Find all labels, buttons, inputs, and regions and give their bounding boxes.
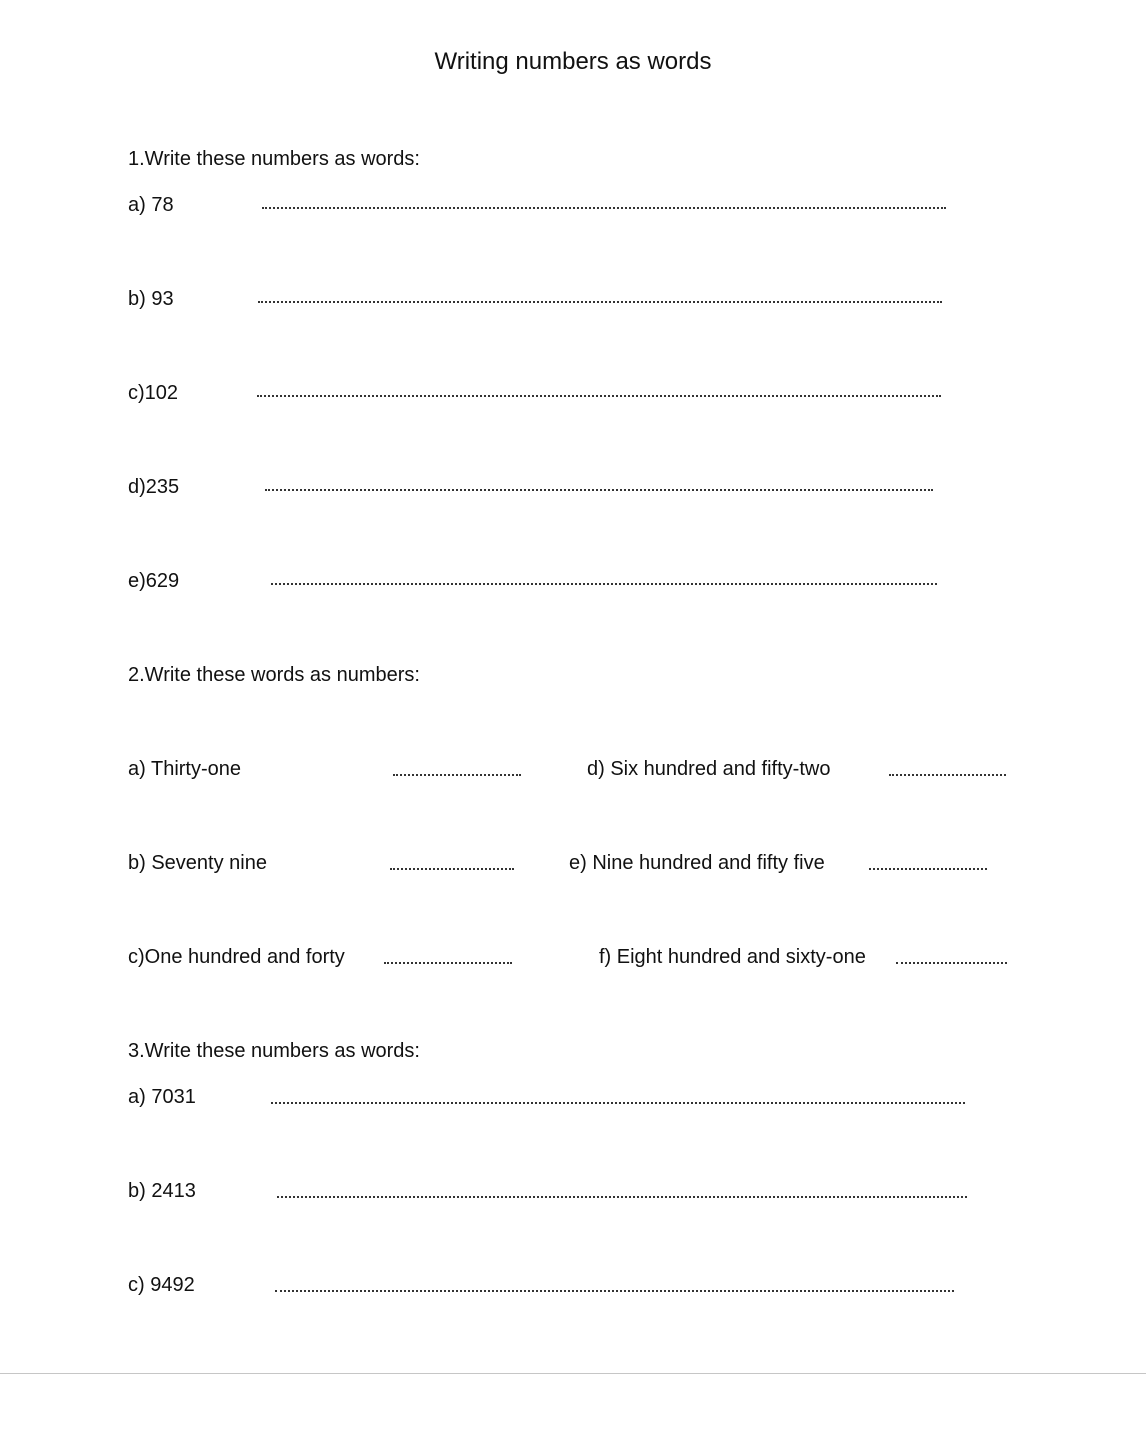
answer-line-1e[interactable]	[271, 583, 937, 585]
question-2a-label: a) Thirty-one	[128, 758, 242, 780]
question-2e-label: e) Nine hundred and fifty five	[569, 852, 825, 874]
page-divider	[0, 1373, 1146, 1374]
question-1e-label: e)629	[128, 570, 180, 592]
section-2-heading: 2.Write these words as numbers:	[128, 664, 420, 686]
answer-line-2c[interactable]	[384, 962, 512, 964]
question-2f-label: f) Eight hundred and sixty-one	[599, 946, 866, 968]
question-1b-label: b) 93	[128, 288, 174, 310]
question-3b-label: b) 2413	[128, 1180, 196, 1202]
answer-line-2b[interactable]	[390, 868, 514, 870]
question-2d-label: d) Six hundred and fifty-two	[587, 758, 831, 780]
section-3-heading: 3.Write these numbers as words:	[128, 1040, 420, 1062]
question-3c-label: c) 9492	[128, 1274, 195, 1296]
answer-line-1a[interactable]	[262, 207, 946, 209]
question-1c-label: c)102	[128, 382, 179, 404]
answer-line-2f[interactable]	[896, 962, 1007, 964]
question-3a-label: a) 7031	[128, 1086, 196, 1108]
page-title: Writing numbers as words	[434, 48, 712, 75]
question-2c-label: c)One hundred and forty	[128, 946, 345, 968]
answer-line-2d[interactable]	[889, 774, 1006, 776]
question-2b-label: b) Seventy nine	[128, 852, 267, 874]
answer-line-3b[interactable]	[277, 1196, 967, 1198]
answer-line-2e[interactable]	[869, 868, 987, 870]
answer-line-3a[interactable]	[271, 1102, 965, 1104]
question-1d-label: d)235	[128, 476, 180, 498]
question-1a-label: a) 78	[128, 194, 174, 216]
section-1-heading: 1.Write these numbers as words:	[128, 148, 420, 170]
answer-line-1b[interactable]	[258, 301, 942, 303]
answer-line-1d[interactable]	[265, 489, 933, 491]
answer-line-2a[interactable]	[393, 774, 521, 776]
answer-line-3c[interactable]	[275, 1290, 954, 1292]
answer-line-1c[interactable]	[257, 395, 941, 397]
